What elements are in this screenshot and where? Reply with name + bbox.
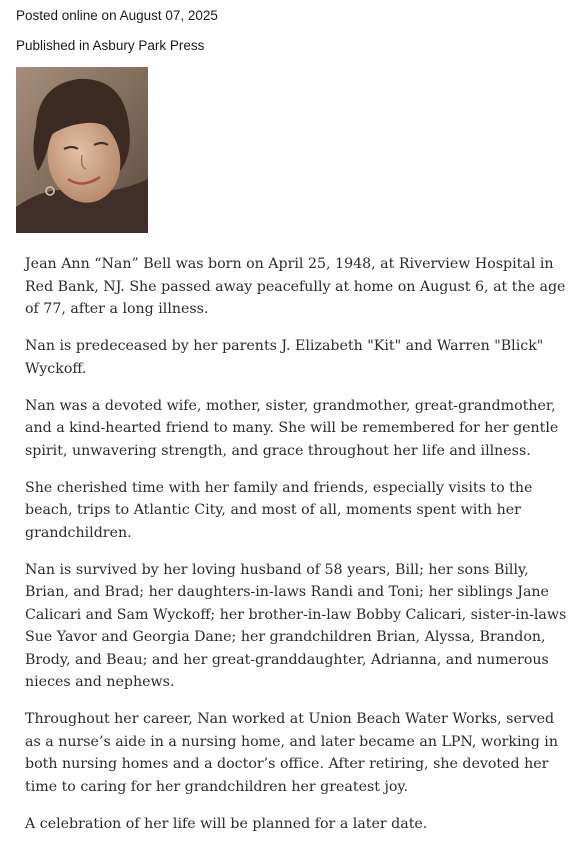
paragraph-survivors: Nan is survived by her loving husband of 58 years, Bill; her sons Billy, Brian, and Brad; her daughters-in-laws Randi and Toni; her siblings Jane Calicari and Sam Wyckoff; her brother-in-law Bobby Calicari, sister-in-laws Sue Yavor and Georgia Dane; her grandchildren Brian, Alyssa, Brandon, Brody, and Beau; and her great-granddaughter, Adrianna, and numerous nieces and nephews. xyxy=(25,561,567,690)
paragraph-celebration: A celebration of her life will be planned for a later date. xyxy=(25,815,428,832)
publication-name: Published in Asbury Park Press xyxy=(16,38,205,53)
paragraph-predeceased: Nan is predeceased by her parents J. Elizabeth "Kit" and Warren "Blick" Wyckoff. xyxy=(25,338,544,377)
paragraph-birth: Jean Ann “Nan” Bell was born on April 25, 1948, at Riverview Hospital in Red Bank, NJ. She passed away peacefully at home on August 6, at the age of 77, after a long illness. xyxy=(25,256,566,317)
paragraph-career: Throughout her career, Nan worked at Union Beach Water Works, served as a nurse’s aide in a nursing home, and later became an LPN, working in both nursing homes and a doctor’s office. After retiring, she devoted her time to caring for her grandchildren her greatest joy. xyxy=(25,711,558,795)
paragraph-interests: She cherished time with her family and friends, especially visits to the beach, trips to Atlantic City, and most of all, moments spent with her grandchildren. xyxy=(25,479,533,541)
posted-date: Posted online on August 07, 2025 xyxy=(16,8,218,23)
paragraph-devotion: Nan was a devoted wife, mother, sister, grandmother, great-grandmother, and a kind-hearted friend to many. She will be remembered for her gentle spirit, unwavering strength, and grace throughout her life and illness. xyxy=(25,397,559,459)
obituary-text xyxy=(25,253,573,850)
portrait-photo xyxy=(16,67,148,233)
